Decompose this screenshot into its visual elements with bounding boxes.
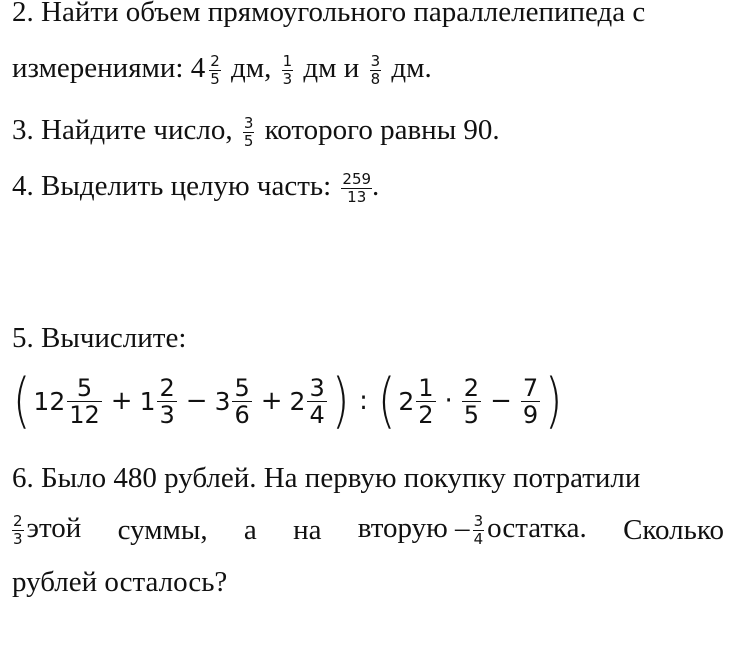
problem-4-suffix: . bbox=[372, 170, 380, 202]
problem-6-line-1-text: 6. Было 480 рублей. На первую покупку потратили bbox=[12, 462, 641, 494]
dim2-numerator: 1 bbox=[282, 51, 293, 70]
operator-minus-2: − bbox=[490, 386, 512, 416]
term-6-denominator: 5 bbox=[463, 400, 480, 429]
problem-4-numerator: 259 bbox=[342, 169, 372, 188]
problem-6-word-6: остатка. bbox=[487, 512, 587, 544]
left-paren-2: ( bbox=[377, 366, 396, 436]
operator-plus-2: + bbox=[260, 386, 283, 416]
problem-4-prefix: 4. Выделить целую часть: bbox=[12, 170, 332, 202]
operator-multiply: · bbox=[444, 386, 453, 416]
term-6-numerator: 2 bbox=[463, 373, 480, 402]
term-7-numerator: 7 bbox=[522, 373, 539, 402]
problem-3-prefix: 3. Найдите число, bbox=[12, 114, 233, 146]
problem-2-line-1-text-row bbox=[12, 0, 724, 28]
problem-3-fraction bbox=[243, 115, 255, 150]
problem-3-suffix: которого равны 90. bbox=[264, 114, 500, 146]
problem-4-denominator: 13 bbox=[347, 187, 367, 206]
problem-6-word-3: а bbox=[243, 513, 257, 546]
term-1-whole: 12 bbox=[33, 386, 66, 416]
problem-6-fraction-1-group bbox=[12, 512, 81, 548]
dim3-fraction bbox=[370, 53, 382, 88]
dim3-unit: дм. bbox=[391, 52, 432, 84]
term-1-numerator: 5 bbox=[67, 375, 102, 402]
dim3-denominator: 8 bbox=[370, 69, 381, 88]
problem-5-expression bbox=[10, 366, 566, 436]
term-1-fraction bbox=[67, 375, 102, 428]
term-5-numerator: 1 bbox=[418, 373, 434, 402]
problem-6-line-3-text: рублей осталось? bbox=[12, 566, 228, 598]
problem-6-word-2: суммы, bbox=[117, 513, 208, 546]
problem-6-fraction-1-numerator: 2 bbox=[13, 511, 23, 530]
dim2-unit: дм и bbox=[303, 52, 360, 84]
problem-3-numerator: 3 bbox=[243, 113, 254, 132]
term-3-denominator: 6 bbox=[234, 400, 250, 429]
term-2-denominator: 3 bbox=[159, 400, 175, 429]
dim1-numerator: 2 bbox=[210, 51, 220, 70]
dim1-fraction bbox=[209, 53, 221, 88]
term-6-fraction bbox=[462, 375, 481, 428]
problem-4 bbox=[12, 170, 379, 206]
term-2-numerator: 2 bbox=[159, 373, 175, 402]
term-2-fraction bbox=[157, 375, 176, 428]
dim2-denominator: 3 bbox=[282, 69, 293, 88]
term-4-fraction bbox=[307, 375, 326, 428]
term-5-denominator: 2 bbox=[418, 400, 434, 429]
dim1-whole: 4 bbox=[190, 52, 206, 84]
problem-2-line-1 bbox=[12, 0, 724, 28]
problem-6-fraction-2 bbox=[473, 513, 485, 548]
operator-divide: : bbox=[359, 386, 368, 416]
problem-6-word-5: вторую – bbox=[357, 512, 470, 544]
problem-6-line-3 bbox=[12, 566, 227, 598]
dim1-unit: дм, bbox=[231, 52, 272, 84]
term-3-numerator: 5 bbox=[234, 373, 250, 402]
problem-6-line-2-row bbox=[12, 512, 724, 548]
term-7-denominator: 9 bbox=[522, 400, 539, 429]
term-3-fraction bbox=[232, 375, 251, 428]
problem-6-word-1: этой bbox=[26, 512, 82, 544]
term-4-whole: 2 bbox=[289, 386, 306, 416]
dim1-denominator: 5 bbox=[210, 69, 220, 88]
dim2-fraction bbox=[282, 53, 294, 88]
problem-2-prefix: измерениями: bbox=[12, 52, 191, 84]
term-1-denominator: 12 bbox=[69, 400, 100, 429]
term-2-whole: 1 bbox=[139, 386, 156, 416]
problem-6-fraction-2-denominator: 4 bbox=[473, 529, 484, 548]
problem-6-word-4: на bbox=[293, 513, 322, 546]
problem-6-line-2 bbox=[12, 512, 724, 548]
problem-3 bbox=[12, 114, 500, 150]
term-4-numerator: 3 bbox=[309, 373, 325, 402]
problem-2-text: 2. Найти объем прямоугольного параллелепипеда с bbox=[12, 0, 646, 28]
problem-6-fraction-1-denominator: 3 bbox=[13, 529, 23, 548]
operator-plus-1: + bbox=[110, 386, 133, 416]
term-4-denominator: 4 bbox=[309, 400, 325, 429]
dim3-numerator: 3 bbox=[370, 51, 381, 70]
right-paren-2: ) bbox=[545, 366, 563, 436]
problem-6-fraction-2-numerator: 3 bbox=[473, 511, 484, 530]
term-5-whole: 2 bbox=[398, 386, 415, 416]
problem-6-line-1 bbox=[12, 462, 640, 494]
term-5-fraction bbox=[416, 375, 435, 428]
problem-3-denominator: 5 bbox=[243, 131, 254, 150]
problem-6-fraction-2-group bbox=[358, 512, 587, 548]
left-paren-1: ( bbox=[12, 366, 31, 436]
problem-6-word-7: Сколько bbox=[623, 513, 724, 546]
term-7-fraction bbox=[521, 375, 540, 428]
operator-minus-1: − bbox=[185, 386, 208, 416]
problem-6-fraction-1 bbox=[12, 513, 24, 548]
problem-4-fraction bbox=[341, 171, 372, 206]
right-paren-1: ) bbox=[331, 366, 350, 436]
problem-5-label bbox=[12, 322, 186, 354]
problem-2-line-2 bbox=[12, 52, 432, 88]
problem-5-text: 5. Вычислите: bbox=[12, 322, 187, 354]
term-3-whole: 3 bbox=[214, 386, 231, 416]
